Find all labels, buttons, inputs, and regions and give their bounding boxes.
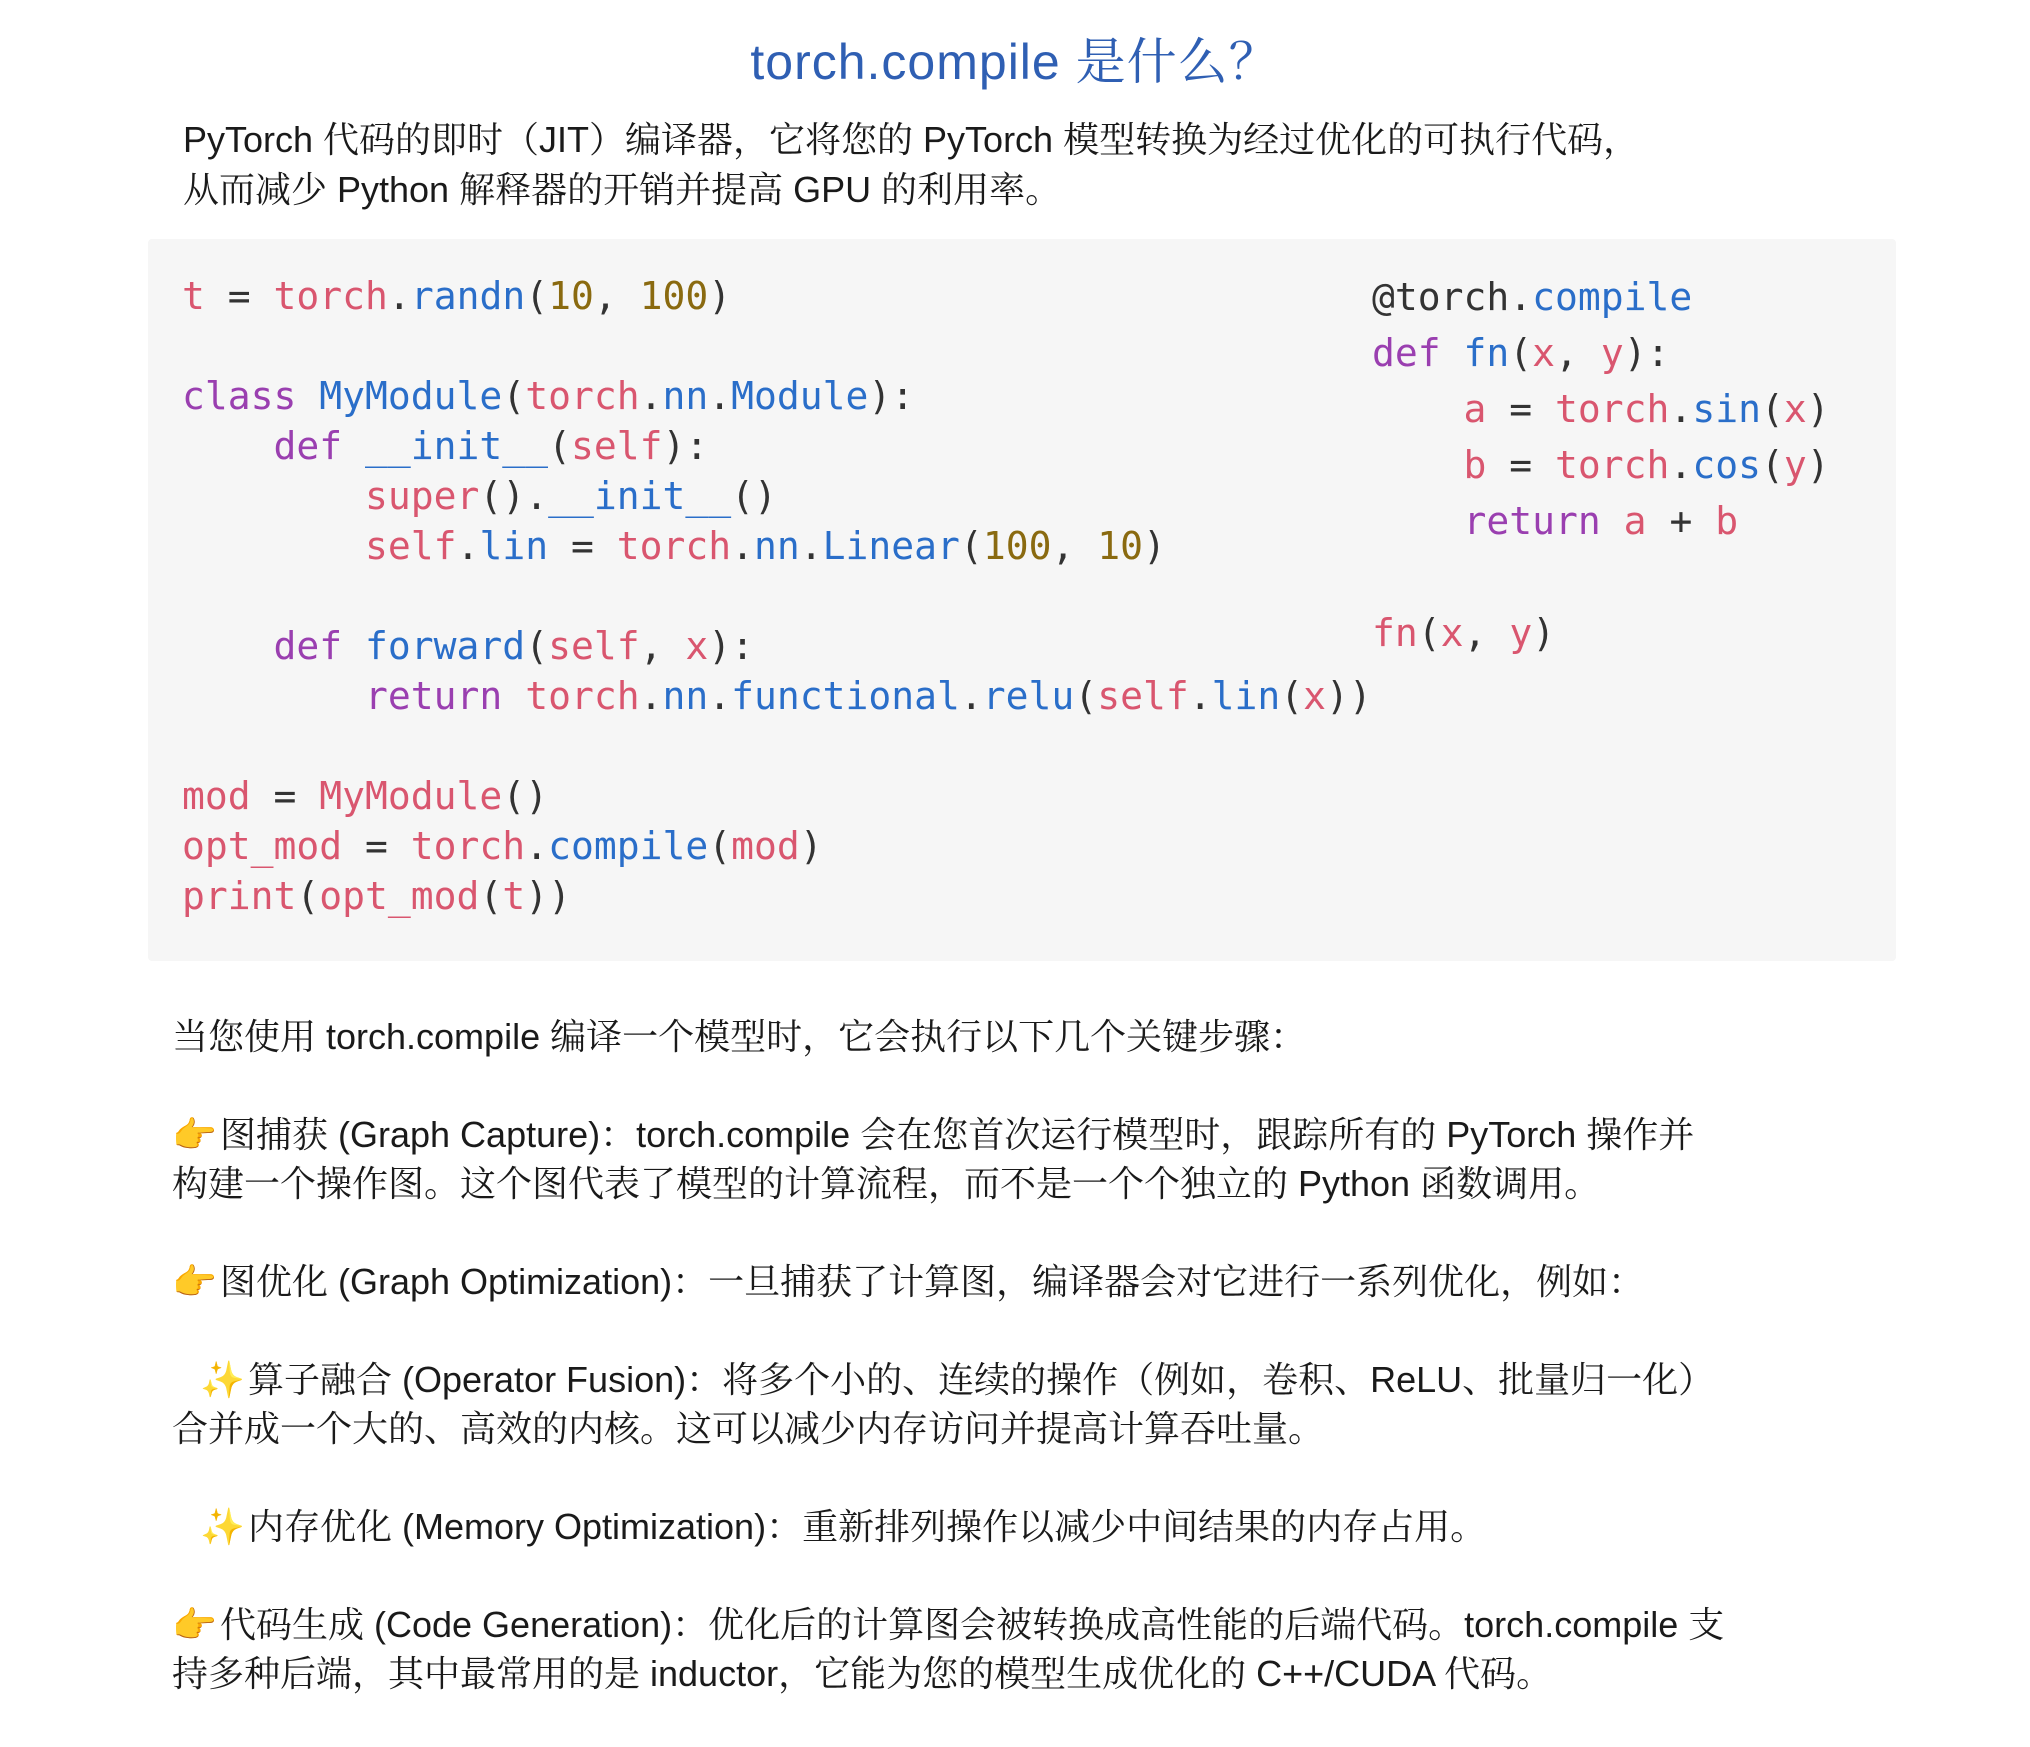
code-token: )) xyxy=(1326,674,1372,718)
step-code-generation xyxy=(172,1600,1902,1698)
code-token: sin xyxy=(1692,387,1761,431)
code-token: ) xyxy=(1806,443,1830,487)
code-token: 10 xyxy=(1097,524,1143,568)
code-token: self xyxy=(570,424,663,468)
code-token xyxy=(182,624,274,668)
code-token: . xyxy=(387,274,411,318)
code-token: , xyxy=(1051,524,1098,568)
code-token: . xyxy=(1669,443,1693,487)
code-line xyxy=(1372,605,1830,661)
code-line xyxy=(182,771,1372,821)
code-token xyxy=(1372,387,1464,431)
code-token: relu xyxy=(982,674,1075,718)
code-token: . xyxy=(456,524,480,568)
pointing-hand-icon: 👉 xyxy=(172,1114,217,1155)
code-token: lin xyxy=(479,524,549,568)
code-token: b xyxy=(1463,443,1487,487)
code-token: . xyxy=(1669,387,1693,431)
code-token: Module xyxy=(731,374,869,418)
code-token: compile xyxy=(1532,275,1693,319)
code-line xyxy=(182,471,1372,521)
code-token: ( xyxy=(525,624,549,668)
code-token: t xyxy=(502,874,526,918)
code-line xyxy=(182,671,1372,721)
code-token: () xyxy=(502,774,549,818)
code-token: forward xyxy=(365,624,526,668)
code-token: = xyxy=(1486,387,1556,431)
sparkles-icon: ✨ xyxy=(200,1506,245,1547)
code-token: cos xyxy=(1692,443,1761,487)
code-token: functional xyxy=(731,674,960,718)
code-token: ) xyxy=(1143,524,1166,568)
code-line xyxy=(1372,381,1830,437)
code-token: compile xyxy=(548,824,709,868)
code-token: . xyxy=(1188,674,1212,718)
code-token: . xyxy=(639,374,663,418)
code-token: ) xyxy=(799,824,823,868)
code-token: = xyxy=(342,824,411,868)
code-token: ) xyxy=(1806,387,1830,431)
code-line xyxy=(182,421,1372,471)
code-token: MyModule xyxy=(319,374,503,418)
code-token: 100 xyxy=(982,524,1052,568)
code-token: nn xyxy=(662,674,709,718)
code-token: ( xyxy=(296,874,320,918)
steps-intro: 当您使用 torch.compile 编译一个模型时，它会执行以下几个关键步骤： xyxy=(172,1016,1307,1057)
code-token: nn xyxy=(754,524,800,568)
code-token: ( xyxy=(525,274,549,318)
code-token: fn xyxy=(1372,611,1418,655)
code-line xyxy=(182,521,1372,571)
code-line xyxy=(182,571,1372,621)
code-token: ( xyxy=(1280,674,1304,718)
intro-line-1: PyTorch 代码的即时（JIT）编译器，它将您的 PyTorch 模型转换为经过优化的可执行代码， xyxy=(183,119,1640,160)
code-token: torch xyxy=(525,674,640,718)
code-token: fn xyxy=(1463,331,1510,375)
code-token: ( xyxy=(1509,331,1533,375)
step-code-generation-line-2: 持多种后端，其中最常用的是 inductor，它能为您的模型生成优化的 C++/CUDA 代码。 xyxy=(172,1653,1553,1694)
code-token: def xyxy=(1372,331,1464,375)
code-token: mod xyxy=(182,774,251,818)
code-token: b xyxy=(1715,499,1739,543)
code-token: ( xyxy=(959,524,983,568)
code-token: 100 xyxy=(639,274,709,318)
code-token: . xyxy=(639,674,663,718)
code-token: y xyxy=(1509,611,1533,655)
code-token: = xyxy=(204,274,274,318)
code-token: . xyxy=(708,374,732,418)
code-token: torch xyxy=(1555,443,1670,487)
code-token: nn xyxy=(662,374,709,418)
code-token xyxy=(1372,443,1464,487)
code-token: () xyxy=(731,474,777,518)
code-token: self xyxy=(1097,674,1189,718)
code-token: , xyxy=(639,624,686,668)
code-token: def xyxy=(273,424,366,468)
step-graph-capture-line-2: 构建一个操作图。这个图代表了模型的计算流程，而不是一个个独立的 Python 函数调用。 xyxy=(172,1163,1601,1204)
code-line xyxy=(182,721,1372,771)
code-token: y xyxy=(1600,331,1624,375)
code-line xyxy=(182,621,1372,671)
code-token: mod xyxy=(731,824,800,868)
code-token: ( xyxy=(548,424,571,468)
code-line xyxy=(182,321,1372,371)
code-token: @torch. xyxy=(1372,275,1533,319)
code-token: torch xyxy=(616,524,732,568)
code-token: ): xyxy=(708,624,755,668)
code-token: return xyxy=(365,674,526,718)
pointing-hand-icon: 👉 xyxy=(172,1604,217,1645)
code-token: torch xyxy=(1555,387,1670,431)
code-line xyxy=(1372,493,1830,549)
sparkles-icon: ✨ xyxy=(200,1359,245,1400)
intro-paragraph xyxy=(183,115,1883,215)
code-token: ( xyxy=(1760,443,1784,487)
page-title: torch.compile 是什么？ xyxy=(750,34,1280,90)
code-token: super xyxy=(365,474,480,518)
substep-operator-fusion-line-1: 算子融合 (Operator Fusion)：将多个小的、连续的操作（例如，卷积、ReLU、批量归一化） xyxy=(248,1359,1715,1400)
code-token: print xyxy=(182,874,297,918)
intro-line-2: 从而减少 Python 解释器的开销并提高 GPU 的利用率。 xyxy=(183,169,1062,210)
code-token: x xyxy=(1440,611,1464,655)
code-token: ( xyxy=(1417,611,1441,655)
code-line xyxy=(182,271,1372,321)
code-token: a xyxy=(1463,387,1487,431)
code-token: x xyxy=(1783,387,1807,431)
code-token: = xyxy=(548,524,617,568)
code-token: x xyxy=(1303,674,1327,718)
code-token: x xyxy=(1532,331,1556,375)
substep-operator-fusion-line-2: 合并成一个大的、高效的内核。这可以减少内存访问并提高计算吞吐量。 xyxy=(172,1408,1325,1449)
code-token: . xyxy=(525,824,549,868)
code-token xyxy=(182,424,274,468)
code-token: y xyxy=(1783,443,1807,487)
code-token: def xyxy=(273,624,366,668)
substep-memory-optimization xyxy=(172,1502,1902,1551)
step-graph-capture xyxy=(172,1110,1902,1208)
code-token: class xyxy=(182,374,320,418)
code-token: ( xyxy=(1074,674,1098,718)
code-token: x xyxy=(685,624,709,668)
code-token: , xyxy=(593,274,640,318)
code-token: lin xyxy=(1211,674,1281,718)
code-token: 10 xyxy=(548,274,594,318)
code-token xyxy=(182,524,365,568)
code-token: ): xyxy=(868,374,915,418)
code-right-function-example xyxy=(1372,269,1830,661)
code-line xyxy=(1372,325,1830,381)
code-token: a xyxy=(1623,499,1647,543)
code-token: . xyxy=(708,674,732,718)
code-line xyxy=(1372,269,1830,325)
code-token: opt_mod xyxy=(182,824,343,868)
code-token: ( xyxy=(1760,387,1784,431)
steps-section xyxy=(172,1012,1902,1747)
code-token: )) xyxy=(525,874,571,918)
code-token: __init__ xyxy=(548,474,732,518)
code-line xyxy=(182,371,1372,421)
code-line xyxy=(182,871,1372,921)
pointing-hand-icon: 👉 xyxy=(172,1261,217,1302)
code-token: ): xyxy=(1623,331,1670,375)
code-token: randn xyxy=(410,274,526,318)
code-token: = xyxy=(250,774,320,818)
step-graph-optimization xyxy=(172,1257,1902,1306)
code-token xyxy=(182,674,365,718)
code-token: ( xyxy=(708,824,732,868)
substep-memory-optimization-text: 内存优化 (Memory Optimization)：重新排列操作以减少中间结果的内存占用。 xyxy=(248,1506,1487,1547)
code-token: . xyxy=(959,674,983,718)
code-token: self xyxy=(365,524,457,568)
code-token: torch xyxy=(525,374,640,418)
code-token: . xyxy=(799,524,823,568)
code-line xyxy=(1372,437,1830,493)
code-token: ( xyxy=(502,374,526,418)
code-token: self xyxy=(548,624,640,668)
code-token: . xyxy=(731,524,754,568)
code-line xyxy=(182,821,1372,871)
step-graph-capture-line-1: 图捕获 (Graph Capture)：torch.compile 会在您首次运行模型时，跟踪所有的 PyTorch 操作并 xyxy=(220,1114,1695,1155)
code-token: = xyxy=(1486,443,1556,487)
code-token: return xyxy=(1463,499,1624,543)
substep-operator-fusion xyxy=(172,1355,1902,1453)
code-token: ) xyxy=(708,274,732,318)
code-token: , xyxy=(1463,611,1510,655)
code-token: ) xyxy=(1532,611,1556,655)
code-token: opt_mod xyxy=(319,874,480,918)
code-token: ): xyxy=(662,424,709,468)
code-block xyxy=(148,239,1896,961)
code-token: torch xyxy=(410,824,526,868)
step-code-generation-line-1: 代码生成 (Code Generation)：优化后的计算图会被转换成高性能的后端代码。torch.compile 支 xyxy=(220,1604,1725,1645)
code-left-module-example xyxy=(182,271,1372,921)
code-token: , xyxy=(1555,331,1601,375)
code-token: MyModule xyxy=(319,774,503,818)
code-token: Linear xyxy=(822,524,960,568)
code-token: t xyxy=(182,274,205,318)
code-token: + xyxy=(1646,499,1716,543)
code-token xyxy=(182,474,365,518)
code-token: (). xyxy=(479,474,549,518)
code-token: ( xyxy=(479,874,503,918)
step-graph-optimization-text: 图优化 (Graph Optimization)：一旦捕获了计算图，编译器会对它进行一系列优化，例如： xyxy=(220,1261,1645,1302)
code-token: __init__ xyxy=(365,424,549,468)
code-token: torch xyxy=(273,274,388,318)
code-token xyxy=(1372,499,1464,543)
code-line xyxy=(1372,549,1830,605)
